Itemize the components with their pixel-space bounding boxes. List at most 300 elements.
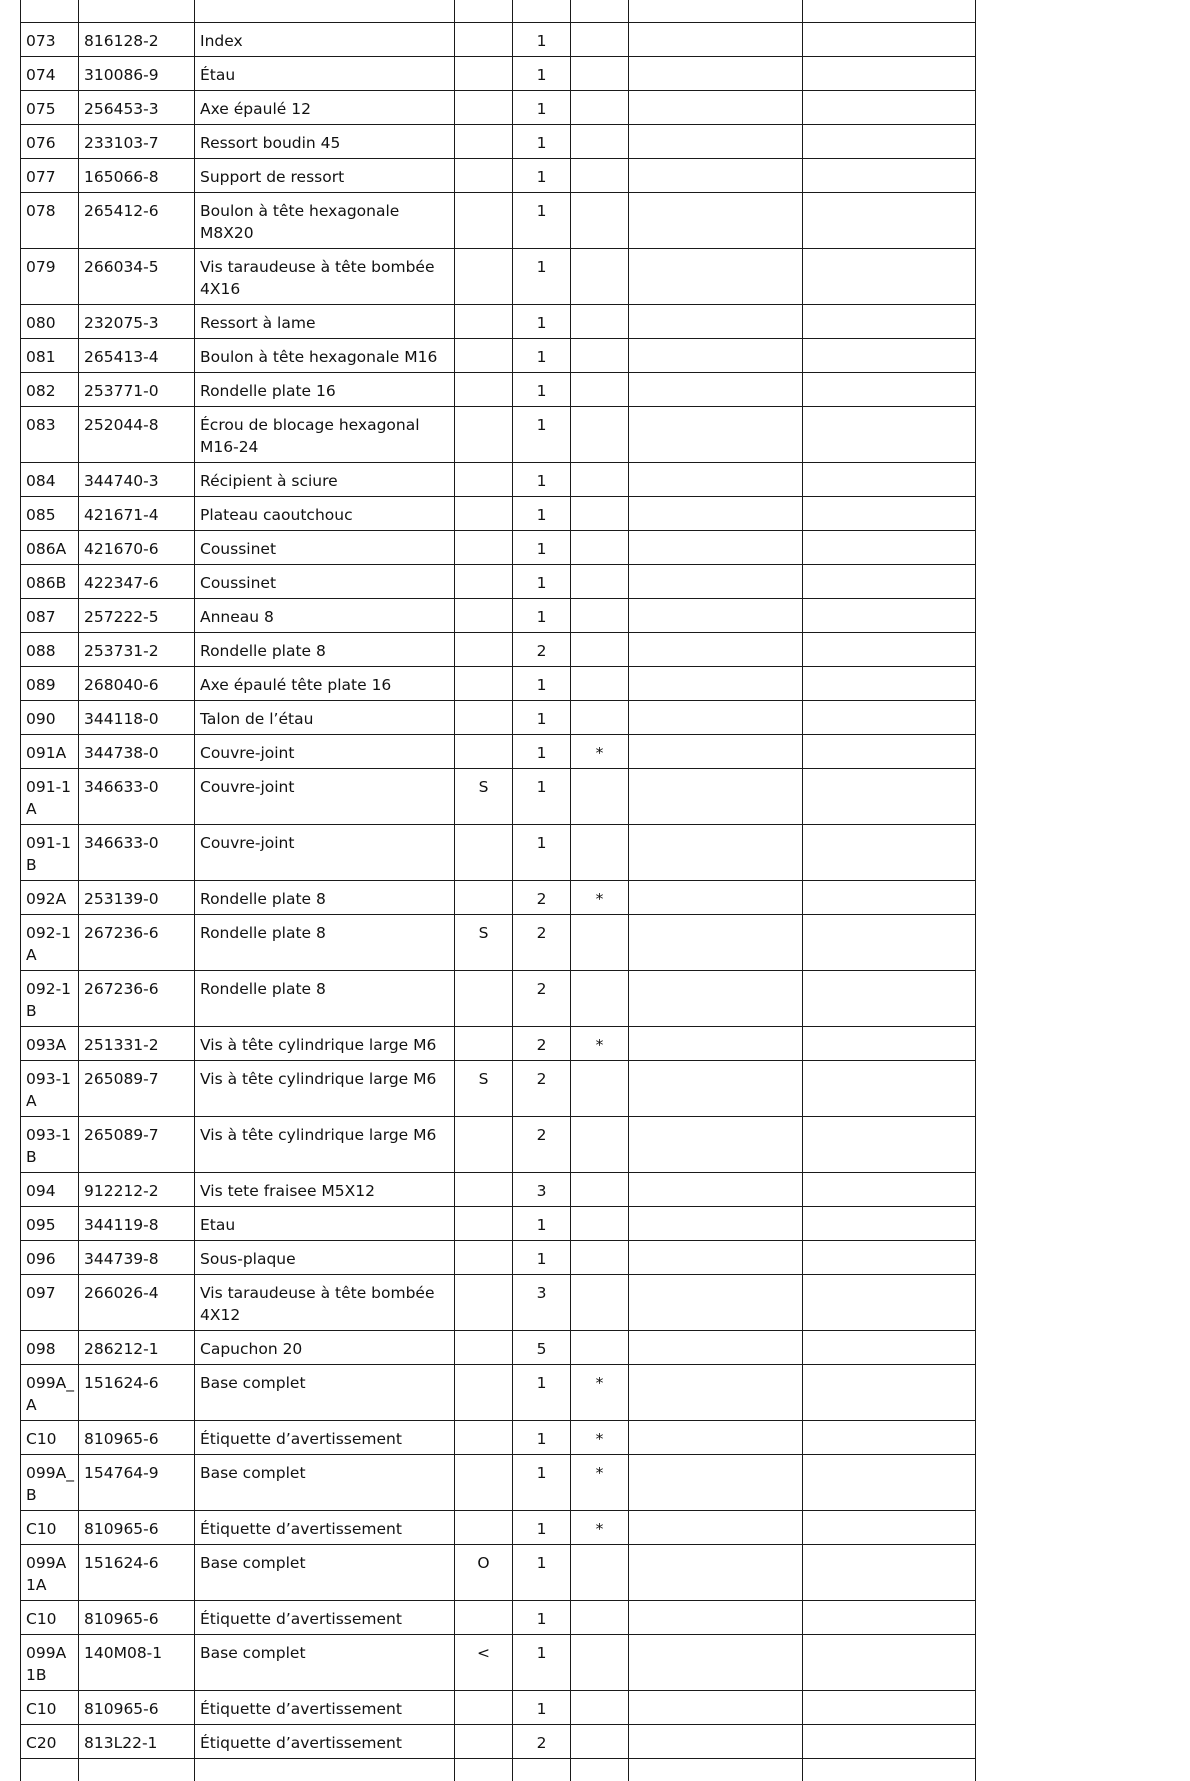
note-cell xyxy=(571,193,629,249)
description-cell-text: Boulon à tête hexagonale M16 xyxy=(195,339,454,372)
item-number-cell-text: 084 xyxy=(21,463,78,496)
note-cell-text xyxy=(571,971,628,982)
note-cell xyxy=(571,1207,629,1241)
quantity-cell xyxy=(513,407,571,463)
marker-cell-text xyxy=(455,23,512,34)
item-number-cell xyxy=(21,497,79,531)
note-cell xyxy=(571,825,629,881)
part-number-cell xyxy=(79,1173,195,1207)
quantity-cell-text: 1 xyxy=(513,1601,570,1634)
empty-cell xyxy=(803,565,976,599)
part-number-cell-text: 267236-6 xyxy=(79,971,194,1004)
note-cell xyxy=(571,249,629,305)
item-number-cell-text: 099A1B xyxy=(21,1635,78,1690)
description-cell xyxy=(195,1545,455,1601)
part-number-cell-text: 265089-7 xyxy=(79,1061,194,1094)
description-cell xyxy=(195,1511,455,1545)
note-cell-text xyxy=(571,769,628,780)
description-cell-text: Plateau caoutchouc xyxy=(195,497,454,530)
table-row xyxy=(21,565,976,599)
item-number-cell xyxy=(21,373,79,407)
quantity-cell xyxy=(513,735,571,769)
empty-cell xyxy=(195,1759,455,1781)
note-cell-text xyxy=(571,599,628,610)
note-cell xyxy=(571,735,629,769)
part-number-cell-text: 140M08-1 xyxy=(79,1635,194,1668)
marker-cell xyxy=(455,565,513,599)
marker-cell-text xyxy=(455,125,512,136)
marker-cell xyxy=(455,1173,513,1207)
empty-cell xyxy=(803,633,976,667)
part-number-cell xyxy=(79,971,195,1027)
note-cell-text xyxy=(571,1691,628,1702)
description-cell-text: Vis à tête cylindrique large M6 xyxy=(195,1027,454,1060)
part-number-cell-text: 813L22-1 xyxy=(79,1725,194,1758)
description-cell xyxy=(195,1207,455,1241)
part-number-cell xyxy=(79,23,195,57)
quantity-cell xyxy=(513,1207,571,1241)
quantity-cell xyxy=(513,1275,571,1331)
part-number-cell xyxy=(79,565,195,599)
marker-cell-text xyxy=(455,91,512,102)
description-cell xyxy=(195,1691,455,1725)
quantity-cell xyxy=(513,1691,571,1725)
marker-cell-text xyxy=(455,305,512,316)
note-cell xyxy=(571,497,629,531)
part-number-cell-text: 265089-7 xyxy=(79,1117,194,1150)
quantity-cell xyxy=(513,825,571,881)
empty-cell xyxy=(803,1117,976,1173)
description-cell xyxy=(195,881,455,915)
part-number-cell xyxy=(79,1635,195,1691)
empty-cell xyxy=(629,1421,803,1455)
item-number-cell-text: 090 xyxy=(21,701,78,734)
marker-cell-text xyxy=(455,1601,512,1612)
empty-cell xyxy=(803,373,976,407)
description-cell-text: Axe épaulé 12 xyxy=(195,91,454,124)
marker-cell-text xyxy=(455,497,512,508)
description-cell-text: Vis taraudeuse à tête bombée 4X16 xyxy=(195,249,454,304)
part-number-cell-text: 267236-6 xyxy=(79,915,194,948)
item-number-cell-text: 094 xyxy=(21,1173,78,1206)
quantity-cell xyxy=(513,1331,571,1365)
empty-cell xyxy=(803,1635,976,1691)
note-cell xyxy=(571,881,629,915)
quantity-cell xyxy=(513,1511,571,1545)
part-number-cell-text: 310086-9 xyxy=(79,57,194,90)
empty-cell xyxy=(803,1725,976,1759)
marker-cell-text xyxy=(455,701,512,712)
empty-cell xyxy=(803,407,976,463)
description-cell-text: Étiquette d’avertissement xyxy=(195,1511,454,1544)
empty-cell xyxy=(803,463,976,497)
part-number-cell xyxy=(79,497,195,531)
item-number-cell xyxy=(21,667,79,701)
marker-cell-text xyxy=(455,373,512,384)
item-number-cell xyxy=(21,1331,79,1365)
description-cell-text: Rondelle plate 8 xyxy=(195,633,454,666)
table-row xyxy=(21,825,976,881)
marker-cell xyxy=(455,915,513,971)
item-number-cell-text: 085 xyxy=(21,497,78,530)
item-number-cell xyxy=(21,339,79,373)
note-cell-text: * xyxy=(571,735,628,768)
empty-cell xyxy=(629,305,803,339)
part-number-cell xyxy=(79,1117,195,1173)
note-cell-text xyxy=(571,249,628,260)
part-number-cell xyxy=(79,1601,195,1635)
description-cell-text: Talon de l’étau xyxy=(195,701,454,734)
marker-cell-text: S xyxy=(455,1061,512,1094)
description-cell xyxy=(195,531,455,565)
item-number-cell xyxy=(21,1601,79,1635)
empty-cell xyxy=(629,1545,803,1601)
part-number-cell xyxy=(79,769,195,825)
empty-cell xyxy=(803,1241,976,1275)
table-row xyxy=(21,1601,976,1635)
marker-cell-text xyxy=(455,1173,512,1184)
marker-cell-text xyxy=(455,565,512,576)
quantity-cell-text: 1 xyxy=(513,1511,570,1544)
description-cell-text: Capuchon 20 xyxy=(195,1331,454,1364)
note-cell xyxy=(571,701,629,735)
description-cell-text: Rondelle plate 8 xyxy=(195,881,454,914)
note-cell xyxy=(571,305,629,339)
empty-cell xyxy=(629,23,803,57)
quantity-cell-text: 1 xyxy=(513,23,570,56)
quantity-cell xyxy=(513,1725,571,1759)
marker-cell-text xyxy=(455,633,512,644)
item-number-cell xyxy=(21,1545,79,1601)
note-cell xyxy=(571,1173,629,1207)
item-number-cell-text: C10 xyxy=(21,1601,78,1634)
table-row xyxy=(21,497,976,531)
marker-cell xyxy=(455,1511,513,1545)
description-cell-text: Index xyxy=(195,23,454,56)
item-number-cell-text: C20 xyxy=(21,1725,78,1758)
quantity-cell xyxy=(513,1173,571,1207)
table-continuation-row xyxy=(21,1759,976,1781)
note-cell xyxy=(571,1365,629,1421)
quantity-cell xyxy=(513,565,571,599)
description-cell xyxy=(195,1601,455,1635)
note-cell xyxy=(571,91,629,125)
quantity-cell-text: 5 xyxy=(513,1331,570,1364)
item-number-cell-text: 096 xyxy=(21,1241,78,1274)
quantity-cell xyxy=(513,1061,571,1117)
note-cell xyxy=(571,1275,629,1331)
description-cell-text: Sous-plaque xyxy=(195,1241,454,1274)
note-cell-text xyxy=(571,1241,628,1252)
table-row xyxy=(21,125,976,159)
table-row xyxy=(21,23,976,57)
note-cell-text xyxy=(571,339,628,350)
quantity-cell-text: 1 xyxy=(513,1455,570,1488)
description-cell-text: Etau xyxy=(195,1207,454,1240)
quantity-cell xyxy=(513,881,571,915)
item-number-cell-text: 099A1A xyxy=(21,1545,78,1600)
empty-cell xyxy=(803,1759,976,1781)
empty-cell xyxy=(803,735,976,769)
empty-cell xyxy=(803,667,976,701)
part-number-cell-text: 233103-7 xyxy=(79,125,194,158)
quantity-cell-text: 1 xyxy=(513,159,570,192)
marker-cell-text: O xyxy=(455,1545,512,1578)
description-cell xyxy=(195,1421,455,1455)
empty-cell xyxy=(629,57,803,91)
item-number-cell-text: 095 xyxy=(21,1207,78,1240)
description-cell-text: Rondelle plate 8 xyxy=(195,915,454,948)
description-cell-text: Ressort boudin 45 xyxy=(195,125,454,158)
table-row xyxy=(21,159,976,193)
marker-cell xyxy=(455,881,513,915)
empty-cell xyxy=(803,1455,976,1511)
item-number-cell xyxy=(21,1241,79,1275)
marker-cell xyxy=(455,1275,513,1331)
part-number-cell-text: 810965-6 xyxy=(79,1691,194,1724)
item-number-cell-text: C10 xyxy=(21,1691,78,1724)
note-cell xyxy=(571,1691,629,1725)
note-cell xyxy=(571,915,629,971)
note-cell-text xyxy=(571,531,628,542)
part-number-cell xyxy=(79,305,195,339)
quantity-cell-text: 1 xyxy=(513,667,570,700)
description-cell xyxy=(195,463,455,497)
item-number-cell-text: 078 xyxy=(21,193,78,226)
quantity-cell xyxy=(513,339,571,373)
part-number-cell xyxy=(79,91,195,125)
empty-cell xyxy=(803,125,976,159)
part-number-cell-text: 251331-2 xyxy=(79,1027,194,1060)
marker-cell-text xyxy=(455,1365,512,1376)
description-cell xyxy=(195,91,455,125)
table-row xyxy=(21,1331,976,1365)
note-cell-text xyxy=(571,633,628,644)
item-number-cell-text: 093A xyxy=(21,1027,78,1060)
item-number-cell xyxy=(21,769,79,825)
note-cell-text: * xyxy=(571,1511,628,1544)
empty-cell xyxy=(629,1725,803,1759)
empty-cell xyxy=(803,1511,976,1545)
note-cell xyxy=(571,565,629,599)
part-number-cell xyxy=(79,373,195,407)
part-number-cell-text: 265413-4 xyxy=(79,339,194,372)
table-row xyxy=(21,1365,976,1421)
marker-cell xyxy=(455,1455,513,1511)
part-number-cell xyxy=(79,599,195,633)
marker-cell-text xyxy=(455,1455,512,1466)
table-row xyxy=(21,633,976,667)
description-cell-text: Rondelle plate 16 xyxy=(195,373,454,406)
marker-cell xyxy=(455,339,513,373)
marker-cell xyxy=(455,667,513,701)
item-number-cell-text: 081 xyxy=(21,339,78,372)
quantity-cell-text: 1 xyxy=(513,305,570,338)
marker-cell xyxy=(455,463,513,497)
item-number-cell xyxy=(21,1027,79,1061)
description-cell xyxy=(195,1455,455,1511)
item-number-cell xyxy=(21,1725,79,1759)
empty-cell xyxy=(629,373,803,407)
note-cell-text xyxy=(571,407,628,418)
quantity-cell-text: 1 xyxy=(513,1207,570,1240)
empty-cell xyxy=(803,91,976,125)
quantity-cell-text: 2 xyxy=(513,633,570,666)
part-number-cell xyxy=(79,1545,195,1601)
part-number-cell-text: 344738-0 xyxy=(79,735,194,768)
part-number-cell-text: 151624-6 xyxy=(79,1365,194,1398)
description-cell xyxy=(195,825,455,881)
quantity-cell-text: 1 xyxy=(513,701,570,734)
empty-cell xyxy=(803,23,976,57)
description-cell xyxy=(195,971,455,1027)
item-number-cell-text: 091-1A xyxy=(21,769,78,824)
empty-cell xyxy=(803,1061,976,1117)
note-cell xyxy=(571,1421,629,1455)
quantity-cell xyxy=(513,57,571,91)
empty-cell xyxy=(803,1601,976,1635)
description-cell-text: Étiquette d’avertissement xyxy=(195,1601,454,1634)
quantity-cell xyxy=(513,249,571,305)
marker-cell-text xyxy=(455,1725,512,1736)
item-number-cell xyxy=(21,1275,79,1331)
part-number-cell xyxy=(79,159,195,193)
table-row xyxy=(21,1207,976,1241)
empty-cell xyxy=(803,249,976,305)
part-number-cell-text: 253139-0 xyxy=(79,881,194,914)
table-row xyxy=(21,1455,976,1511)
note-cell xyxy=(571,1455,629,1511)
quantity-cell-text: 1 xyxy=(513,91,570,124)
quantity-cell xyxy=(513,915,571,971)
marker-cell-text xyxy=(455,1117,512,1128)
part-number-cell-text: 346633-0 xyxy=(79,769,194,802)
quantity-cell-text: 1 xyxy=(513,735,570,768)
empty-cell xyxy=(803,193,976,249)
table-row xyxy=(21,1635,976,1691)
marker-cell-text xyxy=(455,193,512,204)
note-cell-text xyxy=(571,23,628,34)
marker-cell xyxy=(455,125,513,159)
item-number-cell-text: 092-1B xyxy=(21,971,78,1026)
empty-cell xyxy=(629,1511,803,1545)
quantity-cell-text: 1 xyxy=(513,339,570,372)
marker-cell-text xyxy=(455,599,512,610)
description-cell xyxy=(195,497,455,531)
quantity-cell xyxy=(513,373,571,407)
note-cell-text xyxy=(571,1725,628,1736)
quantity-cell-text: 1 xyxy=(513,1421,570,1454)
empty-cell xyxy=(803,159,976,193)
item-number-cell xyxy=(21,599,79,633)
description-cell xyxy=(195,407,455,463)
item-number-cell xyxy=(21,735,79,769)
empty-cell xyxy=(629,407,803,463)
table-row xyxy=(21,373,976,407)
note-cell xyxy=(571,1601,629,1635)
marker-cell-text xyxy=(455,735,512,746)
quantity-cell xyxy=(513,633,571,667)
table-top-edge xyxy=(21,0,976,23)
description-cell-text: Couvre-joint xyxy=(195,735,454,768)
empty-cell xyxy=(803,915,976,971)
part-number-cell xyxy=(79,881,195,915)
description-cell xyxy=(195,57,455,91)
table-row xyxy=(21,1117,976,1173)
item-number-cell xyxy=(21,1061,79,1117)
quantity-cell-text: 2 xyxy=(513,1117,570,1150)
part-number-cell xyxy=(79,633,195,667)
quantity-cell-text: 2 xyxy=(513,881,570,914)
quantity-cell xyxy=(513,769,571,825)
item-number-cell xyxy=(21,1691,79,1725)
table-row xyxy=(21,599,976,633)
empty-cell xyxy=(629,1027,803,1061)
item-number-cell-text: 089 xyxy=(21,667,78,700)
note-cell-text xyxy=(571,305,628,316)
empty-cell xyxy=(629,1275,803,1331)
description-cell-text: Récipient à sciure xyxy=(195,463,454,496)
table-row xyxy=(21,1275,976,1331)
item-number-cell-text: 087 xyxy=(21,599,78,632)
marker-cell xyxy=(455,57,513,91)
table-row xyxy=(21,305,976,339)
item-number-cell xyxy=(21,1117,79,1173)
item-number-cell xyxy=(21,565,79,599)
quantity-cell xyxy=(513,23,571,57)
item-number-cell-text: 097 xyxy=(21,1275,78,1308)
marker-cell xyxy=(455,23,513,57)
description-cell xyxy=(195,633,455,667)
table-row xyxy=(21,1241,976,1275)
description-cell xyxy=(195,193,455,249)
item-number-cell-text: 076 xyxy=(21,125,78,158)
part-number-cell xyxy=(79,1207,195,1241)
quantity-cell-text: 1 xyxy=(513,1635,570,1668)
quantity-cell-text: 1 xyxy=(513,373,570,406)
description-cell xyxy=(195,1331,455,1365)
part-number-cell-text: 252044-8 xyxy=(79,407,194,440)
quantity-cell xyxy=(513,599,571,633)
marker-cell-text xyxy=(455,1691,512,1702)
description-cell xyxy=(195,769,455,825)
note-cell-text xyxy=(571,373,628,384)
marker-cell xyxy=(455,249,513,305)
marker-cell xyxy=(455,1691,513,1725)
description-cell-text: Étiquette d’avertissement xyxy=(195,1725,454,1758)
part-number-cell xyxy=(79,1455,195,1511)
marker-cell xyxy=(455,825,513,881)
part-number-cell-text: 151624-6 xyxy=(79,1545,194,1578)
part-number-cell xyxy=(79,1365,195,1421)
description-cell xyxy=(195,373,455,407)
marker-cell xyxy=(455,1027,513,1061)
description-cell-text: Boulon à tête hexagonale M8X20 xyxy=(195,193,454,248)
part-number-cell-text: 421671-4 xyxy=(79,497,194,530)
empty-cell xyxy=(803,57,976,91)
empty-cell xyxy=(803,305,976,339)
table-row xyxy=(21,735,976,769)
empty-cell xyxy=(803,1275,976,1331)
item-number-cell-text: 093-1A xyxy=(21,1061,78,1116)
part-number-cell xyxy=(79,57,195,91)
empty-cell xyxy=(629,1241,803,1275)
empty-cell xyxy=(629,125,803,159)
part-number-cell-text: 256453-3 xyxy=(79,91,194,124)
quantity-cell-text: 2 xyxy=(513,1725,570,1758)
note-cell-text xyxy=(571,1173,628,1184)
description-cell xyxy=(195,701,455,735)
